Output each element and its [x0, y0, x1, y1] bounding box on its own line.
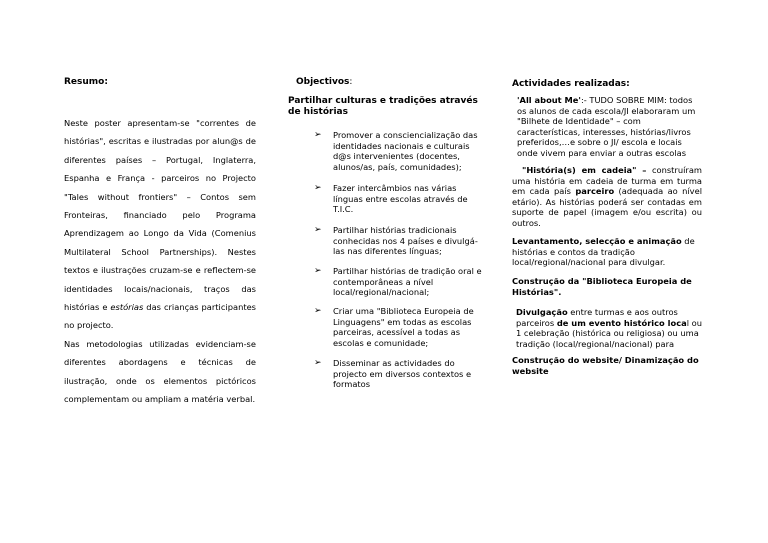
actividade-all-about-me: 'All about Me':- TUDO SOBRE MIM: todos os alunos de cada escola/JI elaboraram um "Bilhete de Identidade" – com características, interesses, histórias/livros preferidos,…e sobre o JI/ escola e locais onde vivem para enviar a outras escolas: [517, 95, 696, 158]
arrow-bullet-icon: ➢: [314, 358, 322, 368]
resumo-heading: Resumo:: [64, 77, 108, 87]
actividade-biblioteca: Construção da "Biblioteca Europeia de Histórias".: [512, 276, 692, 297]
resumo-paragraph-1: Neste poster apresentam-se "correntes de histórias", escritas e ilustradas por alun@s de diferentes países – Portugal, Inglaterra, Espanha e França - parceiros no Projecto "Tales without frontiers" – Contos sem Fronteiras, financiado pelo Programa Aprendizagem ao Longo da Vida (Comenius Multilateral School Partnerships). Nestes textos e ilustrações cruzam-se e reflectem-se identidades locais/nacionais, traços das histórias e estórias das crianças participantes no projecto.: [64, 118, 257, 331]
arrow-bullet-icon: ➢: [314, 266, 322, 276]
actividade-divulgacao: Divulgação entre turmas e aos outros parceiros de um evento histórico local ou 1 celebração (histórica ou religiosa) ou uma tradição (local/regional/nacional) para: [516, 307, 702, 349]
objectivos-subheading: Partilhar culturas e tradições através de histórias: [288, 96, 478, 117]
objectivo-item: ➢ Fazer intercâmbios nas várias línguas entre escolas através de T.I.C.: [314, 183, 468, 215]
resumo-paragraph-2: Nas metodologias utilizadas evidenciam-se diferentes abordagens e técnicas de ilustração, onde os elementos pictóricos complementam ou ampliam a matéria verbal.: [64, 338, 256, 405]
objectivos-heading: Objectivos:: [296, 77, 353, 87]
objectivo-item: ➢ Criar uma "Biblioteca Europeia de Linguagens" em todas as escolas parceiras, acessível a todas as escolas e comunidade;: [314, 306, 474, 348]
actividade-historia-em-cadeia: "História(s) em cadeia" – construíram uma história em cadeia de turma em turma em cada país parceiro (adequada ao nível etário). As histórias poderá ser contadas em suporte de papel (imagem e/ou escrita) ou outros.: [512, 165, 702, 228]
objectivo-item: ➢ Partilhar histórias tradicionais conhecidas nos 4 países e divulgá-las nas diferentes línguas;: [314, 225, 478, 257]
arrow-bullet-icon: ➢: [314, 225, 322, 235]
actividade-website: Construção do website/ Dinamização do website: [512, 355, 699, 376]
estorias-emphasis: estórias: [110, 302, 144, 313]
arrow-bullet-icon: ➢: [314, 130, 322, 140]
resumo-text: [64, 114, 256, 409]
actividades-heading: Actividades realizadas:: [512, 79, 630, 89]
arrow-bullet-icon: ➢: [314, 306, 322, 316]
arrow-bullet-icon: ➢: [314, 183, 322, 193]
actividade-levantamento: Levantamento, selecção e animação de histórias e contos da tradição local/regional/nacional para divulgar.: [512, 236, 695, 268]
objectivo-item: ➢ Promover a consciencialização das identidades nacionais e culturais d@s intervenientes (docentes, alunos/as, país, comunidades);: [314, 130, 478, 172]
objectivo-item: ➢ Disseminar as actividades do projecto em diversos contextos e formatos: [314, 358, 472, 390]
objectivo-item: ➢ Partilhar histórias de tradição oral e contemporâneas a nível local/regional/nacional;: [314, 266, 482, 298]
